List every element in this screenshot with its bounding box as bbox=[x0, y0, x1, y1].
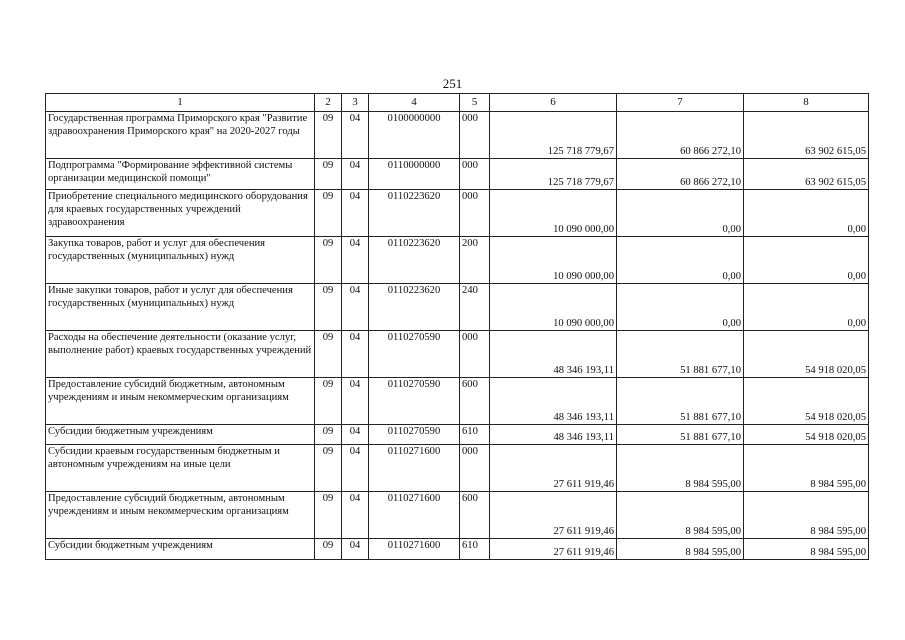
row-name: Закупка товаров, работ и услуг для обеспечения государственных (муниципальных) нужд bbox=[46, 237, 315, 284]
row-amount-col-6: 125 718 779,67 bbox=[490, 159, 617, 190]
row-amount-col-6: 125 718 779,67 bbox=[490, 112, 617, 159]
row-amount-col-8: 0,00 bbox=[744, 284, 869, 331]
header-cell-col-5: 5 bbox=[460, 94, 490, 112]
row-name: Подпрограмма "Формирование эффективной системы организации медицинской помощи" bbox=[46, 159, 315, 190]
header-cell-col-3: 3 bbox=[342, 94, 369, 112]
row-subsection-code: 04 bbox=[342, 190, 369, 237]
table-row bbox=[46, 331, 869, 378]
row-target-article: 0100000000 bbox=[369, 112, 460, 159]
row-amount-col-8: 8 984 595,00 bbox=[744, 492, 869, 539]
row-amount-col-6: 27 611 919,46 bbox=[490, 539, 617, 560]
row-subsection-code: 04 bbox=[342, 237, 369, 284]
row-amount-col-7: 0,00 bbox=[617, 190, 744, 237]
header-cell-col-6: 6 bbox=[490, 94, 617, 112]
row-amount-col-7: 51 881 677,10 bbox=[617, 378, 744, 425]
table-row bbox=[46, 445, 869, 492]
table-row bbox=[46, 190, 869, 237]
row-section-code: 09 bbox=[315, 445, 342, 492]
row-amount-col-7: 0,00 bbox=[617, 237, 744, 284]
row-target-article: 0110223620 bbox=[369, 284, 460, 331]
row-amount-col-8: 54 918 020,05 bbox=[744, 331, 869, 378]
row-subsection-code: 04 bbox=[342, 112, 369, 159]
row-target-article: 0110271600 bbox=[369, 445, 460, 492]
row-section-code: 09 bbox=[315, 492, 342, 539]
row-expense-type: 610 bbox=[460, 425, 490, 445]
row-amount-col-8: 63 902 615,05 bbox=[744, 112, 869, 159]
row-target-article: 0110223620 bbox=[369, 237, 460, 284]
row-amount-col-6: 27 611 919,46 bbox=[490, 445, 617, 492]
table-row bbox=[46, 284, 869, 331]
row-amount-col-8: 8 984 595,00 bbox=[744, 539, 869, 560]
row-expense-type: 600 bbox=[460, 492, 490, 539]
header-cell-col-8: 8 bbox=[744, 94, 869, 112]
row-section-code: 09 bbox=[315, 378, 342, 425]
row-name: Субсидии краевым государственным бюджетным и автономным учреждениям на иные цели bbox=[46, 445, 315, 492]
row-expense-type: 000 bbox=[460, 159, 490, 190]
row-target-article: 0110223620 bbox=[369, 190, 460, 237]
row-name: Субсидии бюджетным учреждениям bbox=[46, 425, 315, 445]
row-amount-col-6: 27 611 919,46 bbox=[490, 492, 617, 539]
row-subsection-code: 04 bbox=[342, 159, 369, 190]
header-cell-col-7: 7 bbox=[617, 94, 744, 112]
row-amount-col-8: 0,00 bbox=[744, 237, 869, 284]
row-section-code: 09 bbox=[315, 159, 342, 190]
row-amount-col-7: 8 984 595,00 bbox=[617, 539, 744, 560]
row-amount-col-7: 8 984 595,00 bbox=[617, 492, 744, 539]
budget-table bbox=[45, 93, 869, 560]
row-section-code: 09 bbox=[315, 112, 342, 159]
row-name: Предоставление субсидий бюджетным, автономным учреждениям и иным некоммерческим организациям bbox=[46, 492, 315, 539]
row-expense-type: 000 bbox=[460, 112, 490, 159]
row-name: Субсидии бюджетным учреждениям bbox=[46, 539, 315, 560]
row-amount-col-7: 51 881 677,10 bbox=[617, 425, 744, 445]
table-row bbox=[46, 237, 869, 284]
row-name: Государственная программа Приморского края "Развитие здравоохранения Приморского края" на 2020-2027 годы bbox=[46, 112, 315, 159]
row-subsection-code: 04 bbox=[342, 284, 369, 331]
row-amount-col-7: 60 866 272,10 bbox=[617, 159, 744, 190]
row-expense-type: 000 bbox=[460, 445, 490, 492]
row-amount-col-8: 0,00 bbox=[744, 190, 869, 237]
row-expense-type: 000 bbox=[460, 190, 490, 237]
row-expense-type: 000 bbox=[460, 331, 490, 378]
table-row bbox=[46, 112, 869, 159]
row-target-article: 0110270590 bbox=[369, 425, 460, 445]
row-amount-col-6: 10 090 000,00 bbox=[490, 237, 617, 284]
row-target-article: 0110000000 bbox=[369, 159, 460, 190]
table-row bbox=[46, 539, 869, 560]
header-row bbox=[46, 94, 869, 112]
row-section-code: 09 bbox=[315, 237, 342, 284]
page-number: 251 bbox=[442, 76, 463, 91]
row-name: Предоставление субсидий бюджетным, автономным учреждениям и иным некоммерческим организациям bbox=[46, 378, 315, 425]
row-amount-col-8: 54 918 020,05 bbox=[744, 378, 869, 425]
table-row bbox=[46, 492, 869, 539]
row-amount-col-6: 48 346 193,11 bbox=[490, 331, 617, 378]
row-target-article: 0110271600 bbox=[369, 539, 460, 560]
row-section-code: 09 bbox=[315, 284, 342, 331]
row-target-article: 0110270590 bbox=[369, 331, 460, 378]
row-subsection-code: 04 bbox=[342, 445, 369, 492]
row-expense-type: 600 bbox=[460, 378, 490, 425]
row-expense-type: 200 bbox=[460, 237, 490, 284]
row-subsection-code: 04 bbox=[342, 539, 369, 560]
row-amount-col-7: 60 866 272,10 bbox=[617, 112, 744, 159]
row-section-code: 09 bbox=[315, 425, 342, 445]
row-section-code: 09 bbox=[315, 539, 342, 560]
row-amount-col-8: 54 918 020,05 bbox=[744, 425, 869, 445]
table-row bbox=[46, 378, 869, 425]
row-amount-col-7: 8 984 595,00 bbox=[617, 445, 744, 492]
row-amount-col-6: 10 090 000,00 bbox=[490, 190, 617, 237]
row-amount-col-8: 8 984 595,00 bbox=[744, 445, 869, 492]
header-cell-col-2: 2 bbox=[315, 94, 342, 112]
row-name: Приобретение специального медицинского оборудования для краевых государственных учреждений здравоохранения bbox=[46, 190, 315, 237]
row-amount-col-7: 0,00 bbox=[617, 284, 744, 331]
row-expense-type: 610 bbox=[460, 539, 490, 560]
header-cell-col-1: 1 bbox=[46, 94, 315, 112]
row-expense-type: 240 bbox=[460, 284, 490, 331]
row-amount-col-7: 51 881 677,10 bbox=[617, 331, 744, 378]
row-subsection-code: 04 bbox=[342, 425, 369, 445]
row-subsection-code: 04 bbox=[342, 492, 369, 539]
row-name: Иные закупки товаров, работ и услуг для обеспечения государственных (муниципальных) нужд bbox=[46, 284, 315, 331]
row-target-article: 0110271600 bbox=[369, 492, 460, 539]
table-row bbox=[46, 425, 869, 445]
row-subsection-code: 04 bbox=[342, 378, 369, 425]
row-section-code: 09 bbox=[315, 331, 342, 378]
row-amount-col-6: 48 346 193,11 bbox=[490, 425, 617, 445]
row-section-code: 09 bbox=[315, 190, 342, 237]
row-target-article: 0110270590 bbox=[369, 378, 460, 425]
row-amount-col-6: 10 090 000,00 bbox=[490, 284, 617, 331]
row-amount-col-6: 48 346 193,11 bbox=[490, 378, 617, 425]
table-row bbox=[46, 159, 869, 190]
row-amount-col-8: 63 902 615,05 bbox=[744, 159, 869, 190]
row-name: Расходы на обеспечение деятельности (оказание услуг, выполнение работ) краевых государственных учреждений bbox=[46, 331, 315, 378]
row-subsection-code: 04 bbox=[342, 331, 369, 378]
header-cell-col-4: 4 bbox=[369, 94, 460, 112]
